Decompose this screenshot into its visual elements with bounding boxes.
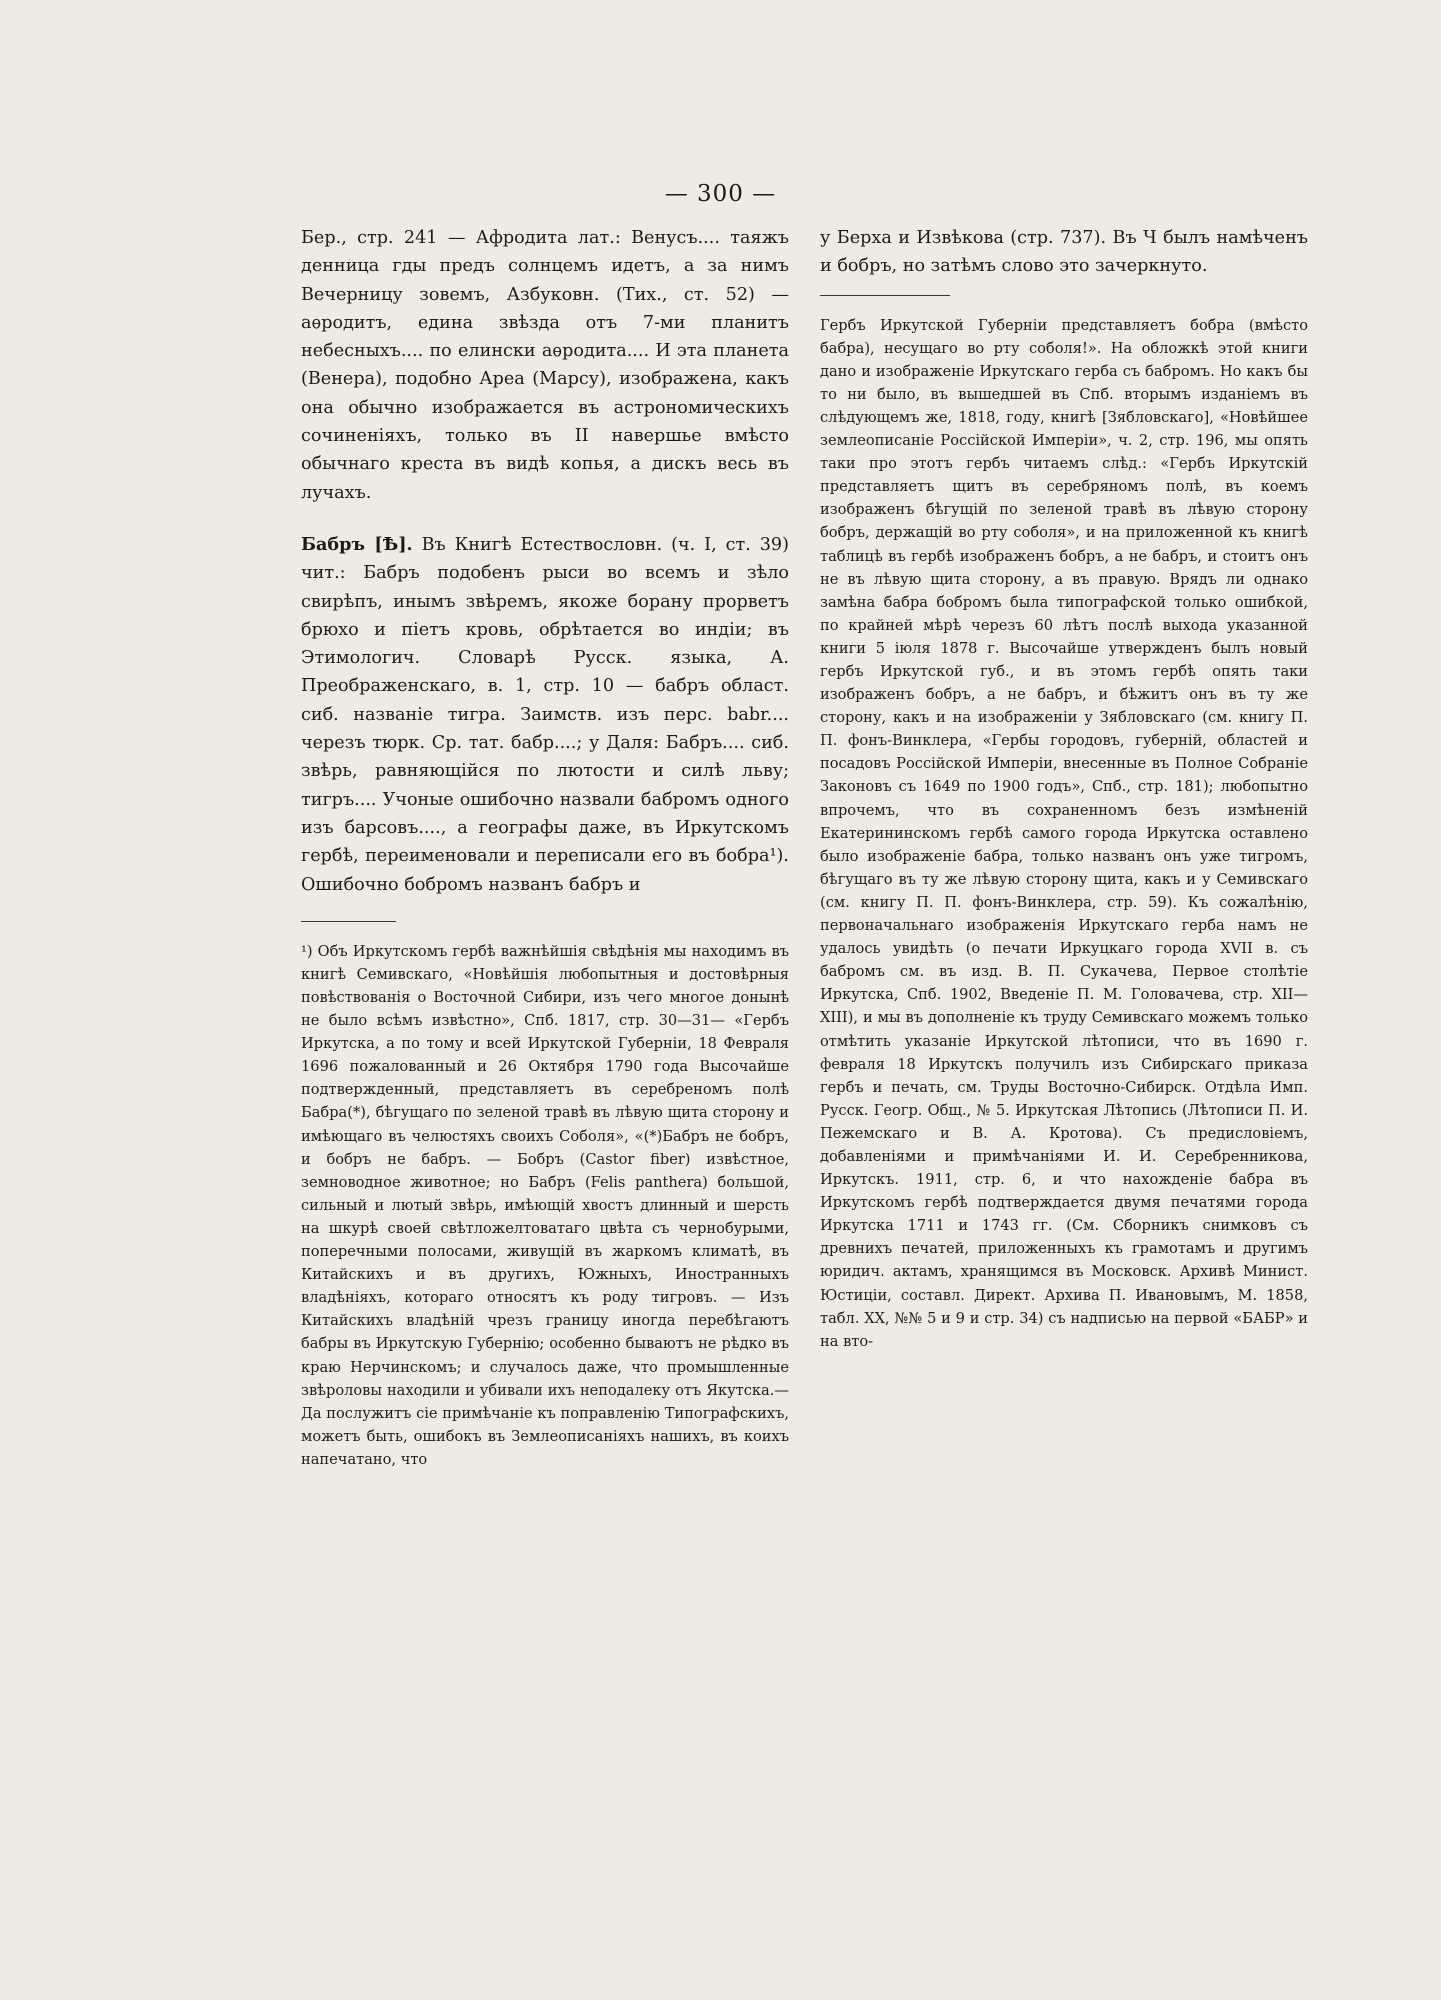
left-column xyxy=(301,224,789,1471)
right-paragraph-1: у Берха и Извѣкова (стр. 737). Въ Ч былъ намѣченъ и бобръ, но затѣмъ слово это зачеркнуто. xyxy=(820,228,1308,277)
footnote-separator xyxy=(301,921,396,922)
footnote-1: ¹) Объ Иркутскомъ гербѣ важнѣйшія свѣдѣнія мы находимъ въ книгѣ Семивскаго, «Новѣйшія любопытныя и достовѣрныя повѣствованія о Восточной Сибири, изъ чего многое донынѣ не было всѣмъ извѣстно», Спб. 1817, стр. 30—31— «Гербъ Иркутска, а по тому и всей Иркутской Губерніи, 18 Февраля 1696 пожалованный и 26 Октября 1790 года Высочайше подтвержденный, представляетъ въ серебреномъ полѣ Бабра(*), бѣгущаго по зеленой травѣ въ лѣвую щита сторону и имѣющаго въ челюстяхъ своихъ Соболя», «(*)Бабръ не бобръ, и бобръ не бабръ. — Бобръ (Castor fiber) извѣстное, земноводное животное; но Бабръ (Felis panthera) большой, сильный и лютый звѣрь, имѣющій хвостъ длинный и шерсть на шкурѣ своей свѣтложелтоватаго цвѣта съ чернобурыми, поперечными полосами, живущій въ жаркомъ климатѣ, въ Китайскихъ и въ другихъ, Южныхъ, Иностранныхъ владѣніяхъ, котораго относятъ къ роду тигровъ. — Изъ Китайскихъ владѣній чрезъ границу иногда перебѣгаютъ бабры въ Иркутскую Губернію; особенно бываютъ не рѣдко въ краю Нерчинскомъ; и случалось даже, что промышленные звѣроловы находили и убивали ихъ неподалеку отъ Якутска.— Да послужитъ сіе примѣчаніе къ поправленію Типографскихъ, можетъ быть, ошибокъ въ Землеописаніяхъ нашихъ, въ коихъ напечатано, что xyxy=(301,942,789,1468)
page-number: — 300 — xyxy=(664,181,777,207)
footnote-separator-right xyxy=(820,295,950,296)
paragraph-gap xyxy=(301,507,789,531)
left-paragraph-1: Бер., стр. 241 — Афродита лат.: Венусъ.... таяжъ денница гды предъ солнцемъ идетъ, а за нимъ Вечерницу зовемъ, Азбуковн. (Тих., ст. 52) — аѳродитъ, едина звѣзда отъ 7-ми планитъ небесныхъ.... по елински аѳродита.... И эта планета (Венера), подобно Ареа (Марсу), изображена, какъ она обычно изображается въ астрономическихъ сочиненіяхъ, только въ II навершье вмѣсто обычнаго креста въ видѣ копья, а дискъ весь въ лучахъ. xyxy=(301,228,789,503)
entry-babr-heading: Бабръ [Ѣ]. xyxy=(301,533,413,555)
footnote-continuation: Гербъ Иркутской Губерніи представляетъ бобра (вмѣсто бабра), несущаго во рту соболя!». На обложкѣ этой книги дано и изображеніе Иркутскаго герба съ бабромъ. Но какъ бы то ни было, въ вышедшей въ Спб. вторымъ изданіемъ въ слѣдующемъ же, 1818, году, книгѣ [Зябловскаго], «Новѣйшее землеописаніе Россійской Имперіи», ч. 2, стр. 196, мы опять таки про этотъ гербъ читаемъ слѣд.: «Гербъ Иркутскій представляетъ щитъ въ серебряномъ полѣ, въ коемъ изображенъ бѣгущій по зеленой травѣ въ лѣвую сторону бобръ, держащій во рту соболя», и на приложенной къ книгѣ таблицѣ въ гербѣ изображенъ бобръ, а не бабръ, и стоитъ онъ не въ лѣвую щита сторону, а въ правую. Врядъ ли однако замѣна бабра бобромъ была типографской только ошибкой, по крайней мѣрѣ черезъ 60 лѣтъ послѣ выхода указанной книги 5 іюля 1878 г. Высочайше утвержденъ былъ новый гербъ Иркутской губ., и въ этомъ гербѣ опять таки изображенъ бобръ, а не бабръ, и бѣжитъ онъ въ ту же сторону, какъ и на изображеніи у Зябловскаго (см. книгу П. П. фонъ-Винклера, «Гербы городовъ, губерній, областей и посадовъ Россійской Имперіи, внесенные въ Полное Собраніе Законовъ съ 1649 по 1900 годъ», Спб., стр. 181); любопытно впрочемъ, что въ сохраненномъ безъ измѣненій Екатерининскомъ гербѣ самого города Иркутска оставлено было изображеніе бабра, только названъ онъ уже тигромъ, бѣгущаго въ ту же лѣвую сторону щита, какъ и у Семивскаго (см. книгу П. П. фонъ-Винклера, стр. 59). Къ сожалѣнію, первоначальнаго изображенія Иркутскаго герба намъ не удалось увидѣть (о печати Иркуцкаго города XVII в. съ бабромъ см. въ изд. В. П. Сукачева, Первое столѣтіе Иркутска, Спб. 1902, Введеніе П. М. Головачева, стр. XII—XIII), и мы въ дополненіе къ труду Семивскаго можемъ только отмѣтить указаніе Иркутской лѣтописи, что въ 1690 г. февраля 18 Иркутскъ получилъ изъ Сибирскаго приказа гербъ и печать, см. Труды Восточно-Сибирск. Отдѣла Имп. Русск. Геогр. Общ., № 5. Иркутская Лѣтопись (Лѣтописи П. И. Пежемскаго и В. А. Кротова). Съ предисловіемъ, добавленіями и примѣчаніями И. И. Серебренникова, Иркутскъ. 1911, стр. 6, и что нахожденіе бабра въ Иркутскомъ гербѣ подтверждается двумя печатями города Иркутска 1711 и 1743 гг. (См. Сборникъ снимковъ съ древнихъ печатей, приложенныхъ къ грамотамъ и другимъ юридич. актамъ, хранящимся въ Московск. Архивѣ Минист. Юстиціи, составл. Директ. Архива П. Ивановымъ, М. 1858, табл. XX, №№ 5 и 9 и стр. 34) съ надписью на первой «БАБР» и на вто- xyxy=(820,316,1308,1350)
entry-babr xyxy=(301,531,789,899)
right-column xyxy=(820,224,1308,1353)
entry-babr-body: Въ Книгѣ Естествословн. (ч. I, ст. 39) чит.: Бабръ подобенъ рыси во всемъ и зѣло свирѣпъ, инымъ звѣремъ, якоже борану прорветъ брюхо и піетъ кровь, обрѣтается во индіи; въ Этимологич. Словарѣ Русск. языка, А. Преображенскаго, в. 1, стр. 10 — бабръ област. сиб. названіе тигра. Заимств. изъ перс. babr.... черезъ тюрк. Ср. тат. бабр....; у Даля: Бабръ.... сиб. звѣрь, равняющійся по лютости и силѣ льву; тигръ.... Учоные ошибочно назвали бабромъ одного изъ барсовъ...., а географы даже, въ Иркутскомъ гербѣ, переименовали и переписали его въ бобра¹). Ошибочно бобромъ названъ бабръ и xyxy=(301,534,789,895)
